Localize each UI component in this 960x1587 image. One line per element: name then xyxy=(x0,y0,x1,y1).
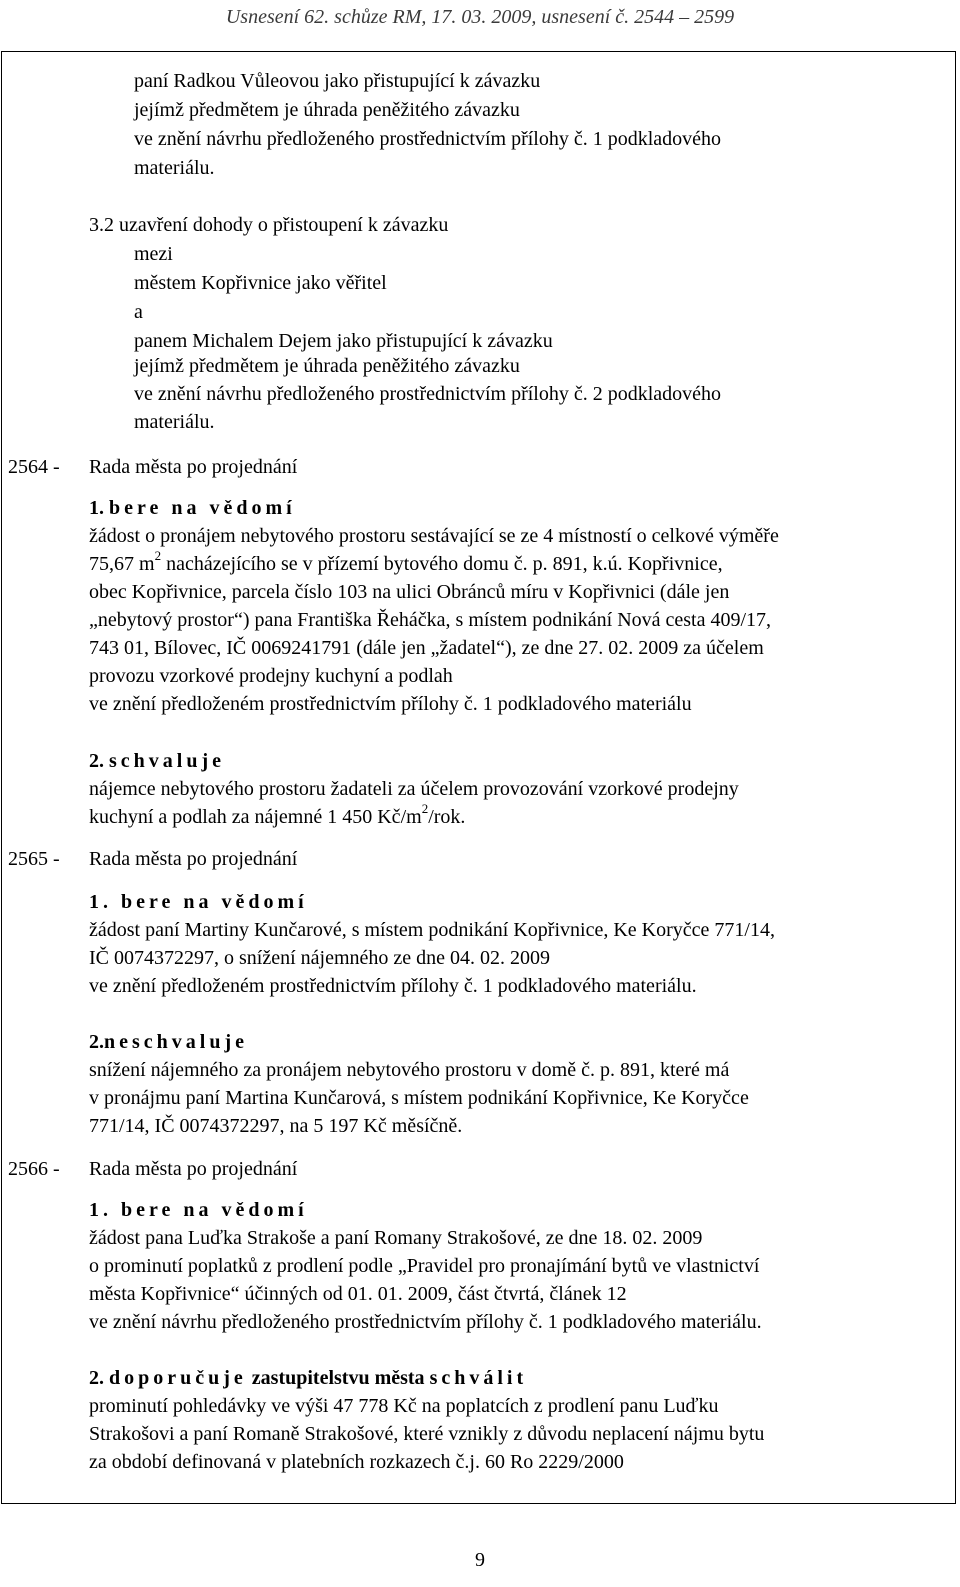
text-line: jejímž předmětem je úhrada peněžitého závazku xyxy=(134,99,520,121)
point-verb: neschvaluje xyxy=(104,1031,248,1053)
point-verb: doporučuje xyxy=(109,1367,247,1389)
text-line: materiálu. xyxy=(134,157,215,179)
superscript: 2 xyxy=(154,548,162,564)
text-line: paní Radkou Vůleovou jako přistupující k závazku xyxy=(134,70,541,92)
point-verb: bere na vědomí xyxy=(109,497,296,519)
resolution-number: 2564 - xyxy=(8,456,60,478)
point-heading xyxy=(89,1366,527,1390)
text-line: jejímž předmětem je úhrada peněžitého závazku xyxy=(134,355,520,377)
text-line: ve znění návrhu předloženého prostřednictvím přílohy č. 1 podkladového xyxy=(134,128,722,150)
text-line: ve znění návrhu předloženého prostřednictvím přílohy č. 2 podkladového xyxy=(134,383,722,405)
text-line: a xyxy=(134,301,143,323)
superscript: 2 xyxy=(421,801,429,817)
point-verb: 1. bere na vědomí xyxy=(89,1199,308,1221)
text-line: 771/14, IČ 0074372297, na 5 197 Kč měsíčně. xyxy=(89,1115,463,1137)
text-line: žádost pana Luďka Strakoše a paní Romany Strakošové, ze dne 18. 02. 2009 xyxy=(89,1227,703,1249)
point-number: 2. xyxy=(89,1367,104,1389)
resolution-number: 2565 - xyxy=(8,848,60,870)
text-line: ve znění návrhu předloženého prostřednictvím přílohy č. 1 podkladového materiálu. xyxy=(89,1311,762,1333)
text-line: 743 01, Bílovec, IČ 0069241791 (dále jen „žadatel“), ze dne 27. 02. 2009 za účelem xyxy=(89,637,764,659)
text-line: snížení nájemného za pronájem nebytového prostoru v domě č. p. 891, které má xyxy=(89,1059,730,1081)
text-line: za období definovaná v platebních rozkazech č.j. 60 Ro 2229/2000 xyxy=(89,1451,624,1473)
resolution-title: Rada města po projednání xyxy=(89,848,298,870)
point-object: zastupitelstvu města xyxy=(251,1367,425,1389)
text-line: mezi xyxy=(134,243,173,265)
point-number: 1. xyxy=(89,497,104,519)
point-number: 2. xyxy=(89,1031,104,1053)
text-line: Strakošovi a paní Romaně Strakošové, které vznikly z důvodu neplacení nájmu bytu xyxy=(89,1423,765,1445)
text-fragment: nacházejícího se v přízemí bytového domu č. p. 891, k.ú. Kopřivnice, xyxy=(161,553,723,575)
text-line: žádost paní Martiny Kunčarové, s místem podnikání Kopřivnice, Ke Koryčce 771/14, xyxy=(89,919,775,941)
text-line: panem Michalem Dejem jako přistupující k závazku xyxy=(134,330,553,352)
resolution-number: 2566 - xyxy=(8,1158,60,1180)
text-line: v pronájmu paní Martina Kunčarová, s místem podnikání Kopřivnice, Ke Koryčce xyxy=(89,1087,749,1109)
point-number: 2. xyxy=(89,750,104,772)
text-line: „nebytový prostor“) pana Františka Řeháčka, s místem podnikání Nová cesta 409/17, xyxy=(89,609,772,631)
resolution-title: Rada města po projednání xyxy=(89,456,298,478)
text-line: nájemce nebytového prostoru žadateli za účelem provozování vzorkové prodejny xyxy=(89,778,739,800)
page-number: 9 xyxy=(475,1549,485,1571)
text-line: městem Kopřivnice jako věřitel xyxy=(134,272,387,294)
point-heading xyxy=(89,1198,308,1222)
running-header: Usnesení 62. schůze RM, 17. 03. 2009, usnesení č. 2544 – 2599 xyxy=(225,6,735,28)
point-heading xyxy=(89,749,225,773)
resolution-title: Rada města po projednání xyxy=(89,1158,298,1180)
text-fragment: 75,67 m xyxy=(89,553,155,575)
text-line: materiálu. xyxy=(134,411,215,433)
text-fragment: /rok. xyxy=(428,806,466,828)
point-verb: 1. bere na vědomí xyxy=(89,891,308,913)
point-verb-2: schválit xyxy=(429,1367,528,1389)
text-line: IČ 0074372297, o snížení nájemného ze dne 04. 02. 2009 xyxy=(89,947,551,969)
text-line: o prominutí poplatků z prodlení podle „Pravidel pro pronajímání bytů ve vlastnictví xyxy=(89,1255,760,1277)
text-fragment: kuchyní a podlah za nájemné 1 450 Kč/m xyxy=(89,806,422,828)
point-verb: schvaluje xyxy=(109,750,225,772)
text-line xyxy=(89,548,723,576)
point-heading xyxy=(89,890,308,914)
text-line: ve znění předloženém prostřednictvím přílohy č. 1 podkladového materiálu xyxy=(89,693,692,715)
text-line xyxy=(89,801,466,829)
text-line: obec Kopřivnice, parcela číslo 103 na ulici Obránců míru v Kopřivnici (dále jen xyxy=(89,581,730,603)
point-heading xyxy=(89,496,296,520)
point-heading xyxy=(89,1030,248,1054)
text-line: žádost o pronájem nebytového prostoru sestávající se ze 4 místností o celkové výměře xyxy=(89,525,779,547)
text-line: provozu vzorkové prodejny kuchyní a podlah xyxy=(89,665,453,687)
text-line: města Kopřivnice“ účinných od 01. 01. 2009, část čtvrtá, článek 12 xyxy=(89,1283,627,1305)
text-line: ve znění předloženém prostřednictvím přílohy č. 1 podkladového materiálu. xyxy=(89,975,697,997)
item-3-2-heading: 3.2 uzavření dohody o přistoupení k závazku xyxy=(89,214,449,236)
text-line: prominutí pohledávky ve výši 47 778 Kč na poplatcích z prodlení panu Luďku xyxy=(89,1395,719,1417)
